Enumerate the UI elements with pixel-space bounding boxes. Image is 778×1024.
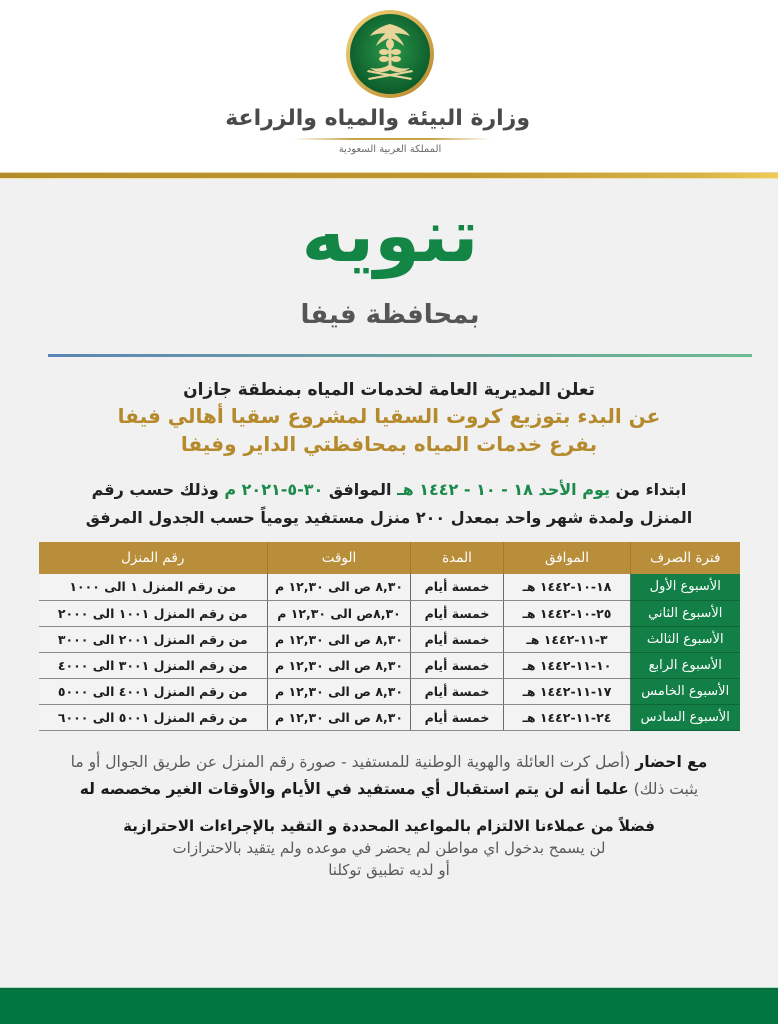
period-cell: الأسبوع الثالث (631, 626, 740, 652)
time-cell: ٨,٣٠ص الى ١٢,٣٠ م (268, 600, 411, 626)
section-divider (48, 354, 752, 357)
duration-cell: خمسة أيام (411, 652, 504, 678)
footer-bar (0, 988, 778, 1024)
date-cell: ١٨-١٠-١٤٤٢ هـ (504, 574, 631, 600)
intro-line: تعلن المديرية العامة لخدمات المياه بمنطقة جازان (183, 380, 595, 400)
date-cell: ١٧-١١-١٤٤٢ هـ (504, 678, 631, 704)
header-duration: المدة (411, 542, 504, 574)
schedule-paragraph (30, 476, 748, 532)
header-time: الوقت (268, 542, 411, 574)
table-row (39, 678, 740, 704)
period-cell: الأسبوع الرابع (631, 652, 740, 678)
table-row (39, 574, 740, 600)
gold-divider-bar (0, 172, 778, 179)
period-cell: الأسبوع الأول (631, 574, 740, 600)
header-period: فترة الصرف (631, 542, 740, 574)
house-cell: من رقم المنزل ١٠٠١ الى ٢٠٠٠ (39, 600, 268, 626)
period-cell: الأسبوع السادس (631, 704, 740, 730)
house-cell: من رقم المنزل ٥٠٠١ الى ٦٠٠٠ (39, 704, 268, 730)
header-date: الموافق (504, 542, 631, 574)
precautions-line-2: لن يسمح بدخول اي مواطن لم يحضر في موعده ولم يتقيد بالاحترازات (172, 838, 606, 857)
table-row (39, 652, 740, 678)
time-cell: ٨,٣٠ ص الى ١٢,٣٠ م (268, 626, 411, 652)
header-house-number: رقم المنزل (39, 542, 268, 574)
duration-cell: خمسة أيام (411, 600, 504, 626)
table-header-row (39, 542, 740, 574)
schedule-basis-line: المنزل ولمدة شهر واحد بمعدل ٢٠٠ منزل مستفيد يومياً حسب الجدول المرفق (85, 508, 693, 527)
time-cell: ٨,٣٠ ص الى ١٢,٣٠ م (268, 704, 411, 730)
reception-warning: علما أنه لن يتم استقبال أي مستفيد في الأيام والأوقات الغير مخصصه له (79, 779, 629, 798)
announcement-line-2: بفرع خدمات المياه بمحافظتي الداير وفيفا (180, 432, 598, 456)
house-cell: من رقم المنزل ٤٠٠١ الى ٥٠٠٠ (39, 678, 268, 704)
house-cell: من رقم المنزل ٣٠٠١ الى ٤٠٠٠ (39, 652, 268, 678)
bring-label: مع احضار (635, 752, 708, 771)
time-cell: ٨,٣٠ ص الى ١٢,٣٠ م (268, 652, 411, 678)
ministry-name: وزارة البيئة والمياه والزراعة (225, 106, 530, 131)
date-cell: ٢٤-١١-١٤٤٢ هـ (504, 704, 631, 730)
table-row (39, 626, 740, 652)
start-date-paragraph (30, 476, 748, 504)
distribution-schedule-table (39, 542, 740, 731)
notice-body (30, 378, 748, 881)
time-cell: ٨,٣٠ ص الى ١٢,٣٠ م (268, 678, 411, 704)
notice-title: تنويه (301, 193, 479, 279)
precautions-line-1: فضلاً من عملاءنا الالتزام بالمواعيد المحددة و التقيد بالإجراءات الاحترازية (123, 816, 655, 835)
line1-tail: وذلك حسب رقم (91, 480, 219, 499)
kingdom-name: المملكة العربية السعودية (338, 144, 442, 155)
house-cell: من رقم المنزل ٢٠٠١ الى ٣٠٠٠ (39, 626, 268, 652)
date-cell: ١٠-١١-١٤٤٢ هـ (504, 652, 631, 678)
period-cell: الأسبوع الخامس (631, 678, 740, 704)
precautions-line-3: أو لديه تطبيق توكلنا (328, 860, 450, 879)
time-cell: ٨,٣٠ ص الى ١٢,٣٠ م (268, 574, 411, 600)
required-documents: (أصل كرت العائلة والهوية الوطنية للمستفيد - صورة رقم المنزل عن طريق الجوال أو ما يثبت ذلك) (70, 752, 699, 798)
duration-cell: خمسة أيام (411, 626, 504, 652)
date-cell: ٢٥-١٠-١٤٤٢ هـ (504, 600, 631, 626)
house-cell: من رقم المنزل ١ الى ١٠٠٠ (39, 574, 268, 600)
governorate-subtitle: بمحافظة فيفا (300, 300, 480, 330)
duration-cell: خمسة أيام (411, 574, 504, 600)
announcement-line-1: عن البدء بتوزيع كروت السقيا لمشروع سقيا أهالي فيفا (117, 404, 661, 428)
date-cell: ٣-١١-١٤٤٢ هـ (504, 626, 631, 652)
requirements-note (59, 749, 719, 803)
table-row (39, 600, 740, 626)
table-row (39, 704, 740, 730)
duration-cell: خمسة أيام (411, 704, 504, 730)
precautions-note (49, 815, 729, 881)
duration-cell: خمسة أيام (411, 678, 504, 704)
palm-swords-emblem-icon (344, 8, 436, 100)
period-cell: الأسبوع الثاني (631, 600, 740, 626)
start-day: يوم الأحد ١٨ - ١٠ - ١٤٤٢ هـ (397, 480, 610, 499)
logo-divider (292, 138, 492, 140)
start-label: ابتداء من (615, 480, 687, 499)
header (0, 0, 778, 174)
gregorian-date: ٣٠-٥-٢٠٢١ م (224, 480, 324, 499)
corresponding-label: الموافق (328, 480, 392, 499)
